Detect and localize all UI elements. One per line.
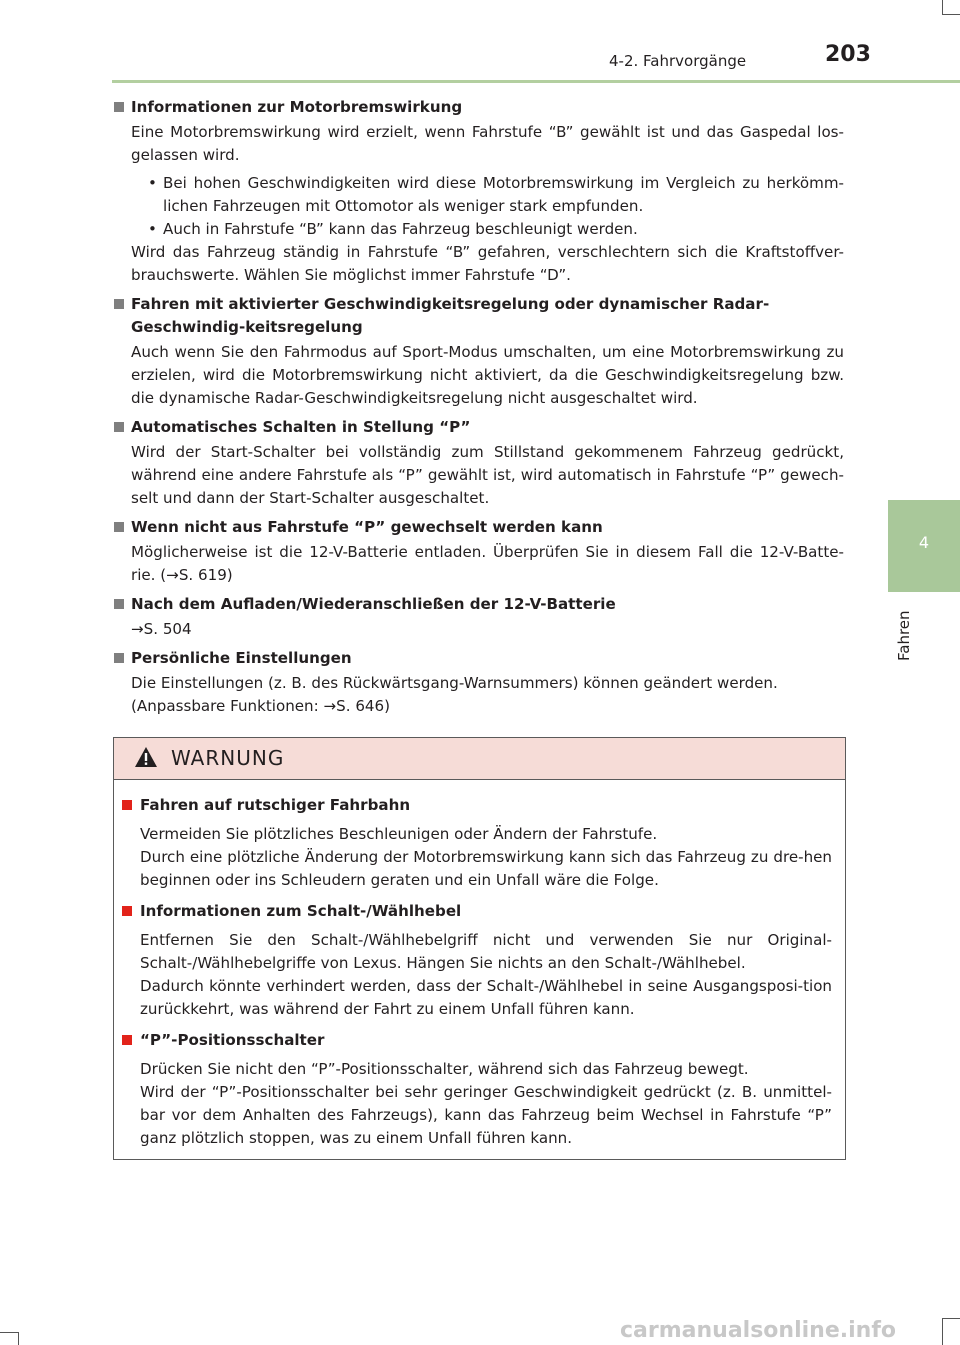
header-rule xyxy=(112,80,960,83)
warning-triangle-icon xyxy=(134,746,158,768)
warning-item-title: “P”-Positionsschalter xyxy=(120,1029,832,1052)
square-bullet-icon xyxy=(114,102,124,112)
warning-title: WARNUNG xyxy=(171,746,285,770)
page-number: 203 xyxy=(825,42,871,67)
chapter-title: 4-2. Fahrvorgänge xyxy=(609,52,747,70)
warning-item xyxy=(120,1029,832,1150)
section-title: Wenn nicht aus Fahrstufe “P” gewechselt werden kann xyxy=(114,516,844,539)
chapter-tab-number: 4 xyxy=(918,533,930,552)
square-bullet-icon xyxy=(114,422,124,432)
square-bullet-icon xyxy=(114,599,124,609)
crop-mark xyxy=(942,0,943,14)
square-bullet-icon xyxy=(114,299,124,309)
crop-mark xyxy=(942,14,960,15)
warning-text: Drücken Sie nicht den “P”-Positionsschalter, während sich das Fahrzeug bewegt. xyxy=(140,1060,749,1078)
main-content xyxy=(114,96,844,724)
section xyxy=(114,293,844,410)
crop-mark xyxy=(0,1332,18,1333)
warning-text: Entfernen Sie den Schalt-/Wählhebelgriff nicht und verwenden Sie nur Original-Schalt-/Wählhebelgriffe von Lexus. Hängen Sie nichts an den Schalt-/Wählhebel. xyxy=(140,931,832,972)
section-text: Auch wenn Sie den Fahrmodus auf Sport-Modus umschalten, um eine Motorbremswirkung zu erzielen, wird die Motorbremswirkung nicht aktiviert, da die Geschwindigkeitsregelung bzw. die dynamische Radar-Geschwindigkeitsregelung nicht ausgeschaltet wird. xyxy=(131,343,844,407)
bullet-list xyxy=(114,172,844,241)
section-text: Die Einstellungen (z. B. des Rückwärtsgang-Warnsummers) können geändert werden. xyxy=(131,674,778,692)
warning-item-title: Fahren auf rutschiger Fahrbahn xyxy=(120,794,832,817)
section xyxy=(114,96,844,287)
crop-mark xyxy=(942,1318,943,1345)
warning-text: Wird der “P”-Positionsschalter bei sehr geringer Geschwindigkeit gedrückt (z. B. unmittel-bar vor dem Anhalten des Fahrzeugs), kann das Fahrzeug beim Wechsel in Fahrstufe “P” ganz plötzlich stoppen, was zu einem Unfall führen kann. xyxy=(140,1083,832,1147)
section-text: Möglicherweise ist die 12-V-Batterie entladen. Überprüfen Sie in diesem Fall die 12-V-Batte-rie. (→S. 619) xyxy=(131,543,844,584)
crop-mark xyxy=(942,1318,960,1319)
section-text: Wird das Fahrzeug ständig in Fahrstufe “B” gefahren, verschlechtern sich die Kraftstoffver-brauchswerte. Wählen Sie möglichst immer Fahrstufe “D”. xyxy=(131,243,844,284)
square-bullet-icon xyxy=(114,522,124,532)
warning-box xyxy=(113,737,846,1160)
crop-mark xyxy=(18,1332,19,1345)
warning-item xyxy=(120,900,832,1021)
section-title: Automatisches Schalten in Stellung “P” xyxy=(114,416,844,439)
section-text: →S. 504 xyxy=(131,620,192,638)
section xyxy=(114,416,844,510)
section-title: Persönliche Einstellungen xyxy=(114,647,844,670)
warning-body xyxy=(114,794,832,1158)
red-square-bullet-icon xyxy=(122,906,132,916)
section xyxy=(114,593,844,641)
chapter-tab-label-wrap xyxy=(893,605,919,661)
section-text: Eine Motorbremswirkung wird erzielt, wenn Fahrstufe “B” gewählt ist und das Gaspedal los-gelassen wird. xyxy=(131,123,844,164)
warning-text: Dadurch könnte verhindert werden, dass der Schalt-/Wählhebel in seine Ausgangsposi-tion zurückkehrt, was während der Fahrt zu einem Unfall führen kann. xyxy=(140,977,832,1018)
watermark: carmanualsonline.info xyxy=(620,1318,896,1343)
section-title: Informationen zur Motorbremswirkung xyxy=(114,96,844,119)
list-item: • Bei hohen Geschwindigkeiten wird diese Motorbremswirkung im Vergleich zu herkömm-lichen Fahrzeugen mit Ottomotor als weniger stark empfunden. xyxy=(148,174,844,215)
section xyxy=(114,647,844,718)
section-text: (Anpassbare Funktionen: →S. 646) xyxy=(131,697,391,715)
warning-header xyxy=(114,738,845,780)
warning-text: Vermeiden Sie plötzliches Beschleunigen oder Ändern der Fahrstufe. xyxy=(140,825,658,843)
warning-text: Durch eine plötzliche Änderung der Motorbremswirkung kann sich das Fahrzeug zu dre-hen beginnen oder ins Schleudern geraten und ein Unfall wäre die Folge. xyxy=(140,848,832,889)
red-square-bullet-icon xyxy=(122,1035,132,1045)
list-item: • Auch in Fahrstufe “B” kann das Fahrzeug beschleunigt werden. xyxy=(148,220,638,238)
section-text: Wird der Start-Schalter bei vollständig zum Stillstand gekommenem Fahrzeug gedrückt, während eine andere Fahrstufe als “P” gewählt ist, wird automatisch in Fahrstufe “P” gewech-selt und dann der Start-Schalter ausgeschaltet. xyxy=(131,443,844,507)
square-bullet-icon xyxy=(114,653,124,663)
warning-item xyxy=(120,794,832,892)
red-square-bullet-icon xyxy=(122,800,132,810)
section-title: Fahren mit aktivierter Geschwindigkeitsregelung oder dynamischer Radar-Geschwindig-keitsregelung xyxy=(114,293,844,339)
section xyxy=(114,516,844,587)
warning-item-title: Informationen zum Schalt-/Wählhebel xyxy=(120,900,832,923)
section-title: Nach dem Aufladen/Wiederanschließen der 12-V-Batterie xyxy=(114,593,844,616)
chapter-tab-label: Fahren xyxy=(895,610,913,661)
